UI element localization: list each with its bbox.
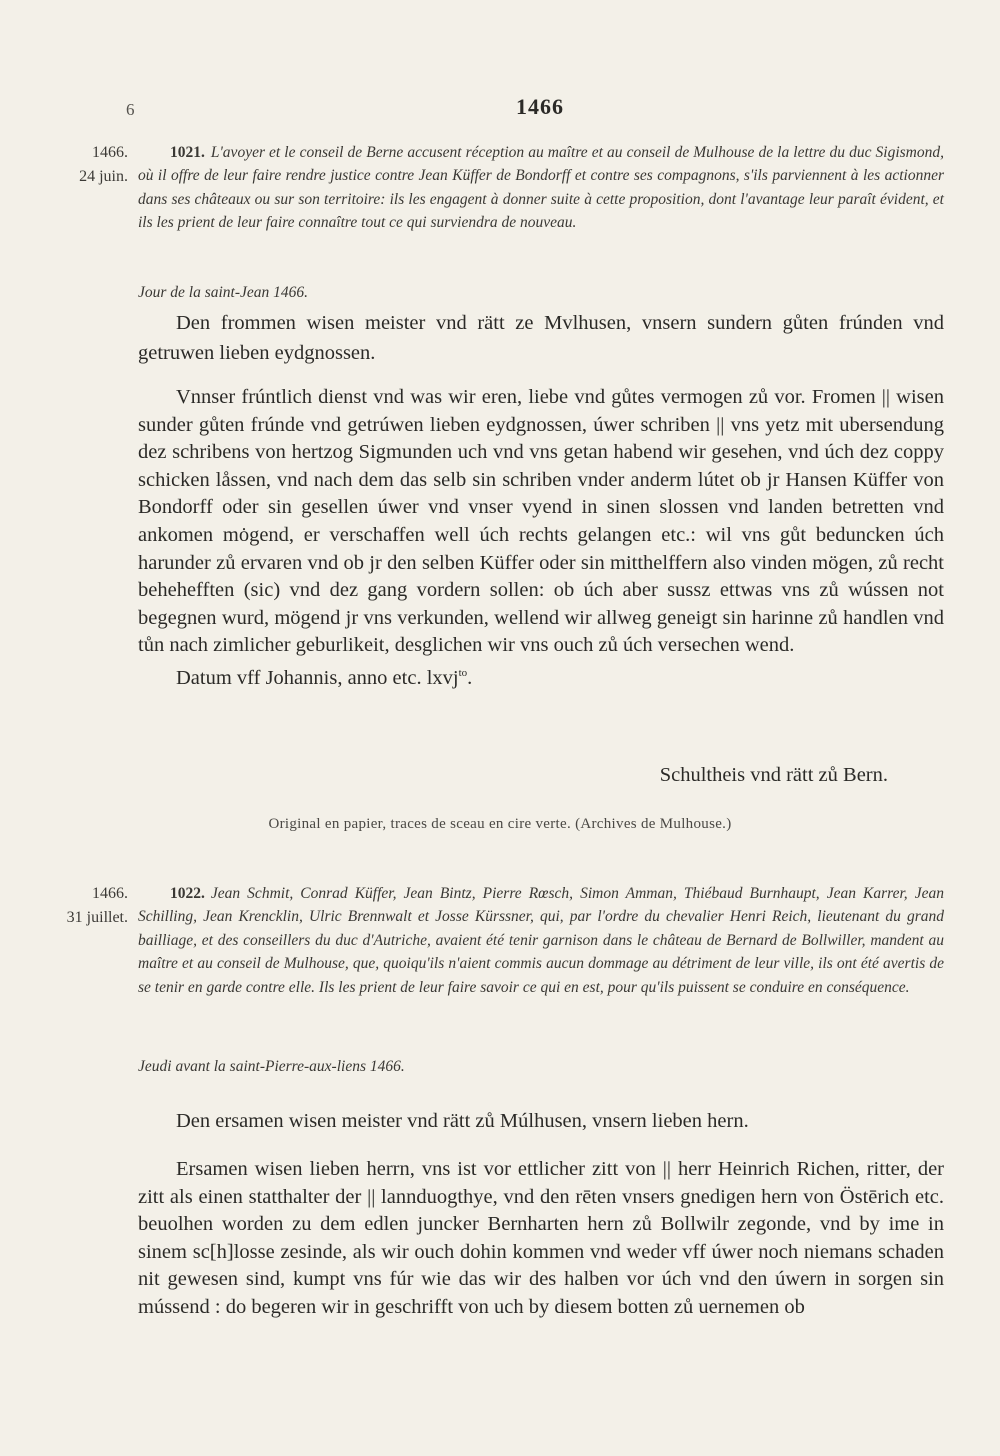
entry-number-1022: 1022. <box>170 885 205 902</box>
summary-text-1021: L'avoyer et le conseil de Berne accusent réception au maître et au conseil de Mulhouse de la lettre du duc Sigismond, où il offre de leur faire rendre justice contre Jean Küffer de Bondorff et contre ses compagnons, s'ils parviennent à les actionner dans ses châteaux ou sur son territoire: ils les engagent à donner suite à cette proposition, dont l'avantage leur paraît évident, et ils les prient de leur faire connaître tout ce qui surviendra de nouveau. <box>138 144 944 232</box>
running-head-year: 1466 <box>516 94 564 119</box>
margin-date-day: 24 juin. <box>79 168 128 185</box>
dating-1022: Jeudi avant la saint-Pierre-aux-liens 1466. <box>138 1058 405 1075</box>
datum-superscript: to <box>458 666 468 679</box>
summary-text-1022: Jean Schmit, Conrad Küffer, Jean Bintz, Pierre Rœsch, Simon Amman, Thiébaud Burnhaupt, Jean Karrer, Jean Schilling, Jean Krencklin, Ulric Brennwalt et Josse Kürssner, qui, par l'ordre du chevalier Henri Reich, lieutenant du grand bailliage, et des conseillers du duc d'Autriche, avaient été tenir garnison dans le château de Bernard de Bollwiller, mandent au maître et au conseil de Mulhouse, que, quoiqu'ils n'aient commis aucun dommage au détriment de leur ville, ils ont été avertis de se tenir en garde contre elle. Ils les prient de leur faire savoir ce qui en est, pour qu'ils puissent se conduire en conséquence. <box>138 885 944 996</box>
letter-body-1021 <box>138 384 944 692</box>
letter-body-1022 <box>138 1156 944 1322</box>
letter-paragraph: Ersamen wisen lieben herrn, vns ist vor ettlicher zitt von || herr Heinrich Richen, ritter, der zitt als einen statthalter der || lannduogthye, vnd den rēten vnsers gnedigen hern von Östērich etc. beuolhen worden zu dem edlen juncker Bernharten hern zů Bollwilr zegonde, vnd by ime in sinem sc[h]losse zesinde, als wir ouch dohin kommen vnd weder vff úwer noch niemans schaden nit gewesen sind, kumpt vns fúr wie das wir des halben vor úch vnd den úwern in sorgen sin mússend : do begeren wir in geschrifft von uch by diesem botten zů uernemen ob <box>138 1158 944 1318</box>
entry-summary-1021 <box>138 141 944 235</box>
margin-date-1021 <box>44 141 128 189</box>
address-1022: Den ersamen wisen meister vnd rätt zů Múlhusen, vnsern lieben hern. <box>176 1110 749 1132</box>
margin-date-1022 <box>44 882 128 930</box>
page-number: 6 <box>126 100 135 119</box>
letter-paragraph: Vnnser frúntlich dienst vnd was wir eren, liebe vnd gůtes vermogen zů vor. Fromen || wisen sunder gůten frúnde vnd getrúwen lieben eydgnossen, úwer schriben || vns yetz mit ubersendung dez schribens von hertzog Sigmunden uch vnd vns getan habend wir gesehen, vnd úch dez coppy schicken låssen, vnd nach dem das selb sin schriben vnder anderm lútet ob jr Hansen Küffer von Bondorff oder sin gesellen úwer vnd vnser vyend in sinen slossen vnd landen betretten vnd ankomen mȯgend, er verschaffen well úch rechts gelangen etc.: wil vns gůt beduncken úch harunder zů ervaren vnd ob jr den selben Küffer oder sin mitthelffern also vinden mögen, zů recht behehefften (sic) vnd dez gang vordern sollen: ob úch aber sussz ettwas vns zů wússen not begegnen wurd, mögend jr vns verkunden, wellend wir allweg geneigt sin harinne zů handlen vnd tůn nach zimlicher geburlikeit, desglichen wir vns ouch zů úch versechen wend. <box>138 386 944 657</box>
entry-summary-1022 <box>138 882 944 999</box>
datum-line: Datum vff Johannis, anno etc. lxvj$^{to}$. <box>176 666 473 689</box>
source-note-1021: Original en papier, traces de sceau en cire verte. (Archives de Mulhouse.) <box>268 816 732 832</box>
dating-1021: Jour de la saint-Jean 1466. <box>138 284 309 301</box>
margin-date-day: 31 juillet. <box>66 909 128 926</box>
signature-1021: Schultheis vnd rätt zů Bern. <box>659 764 888 786</box>
margin-date-year: 1466. <box>92 144 128 161</box>
address-1021: Den frommen wisen meister vnd rätt ze Mvlhusen, vnsern sundern gůten frúnden vnd getruwen lieben eydgnossen. <box>138 312 944 364</box>
margin-date-year: 1466. <box>92 885 128 902</box>
entry-number-1021: 1021. <box>170 144 205 161</box>
running-head <box>0 94 1000 124</box>
